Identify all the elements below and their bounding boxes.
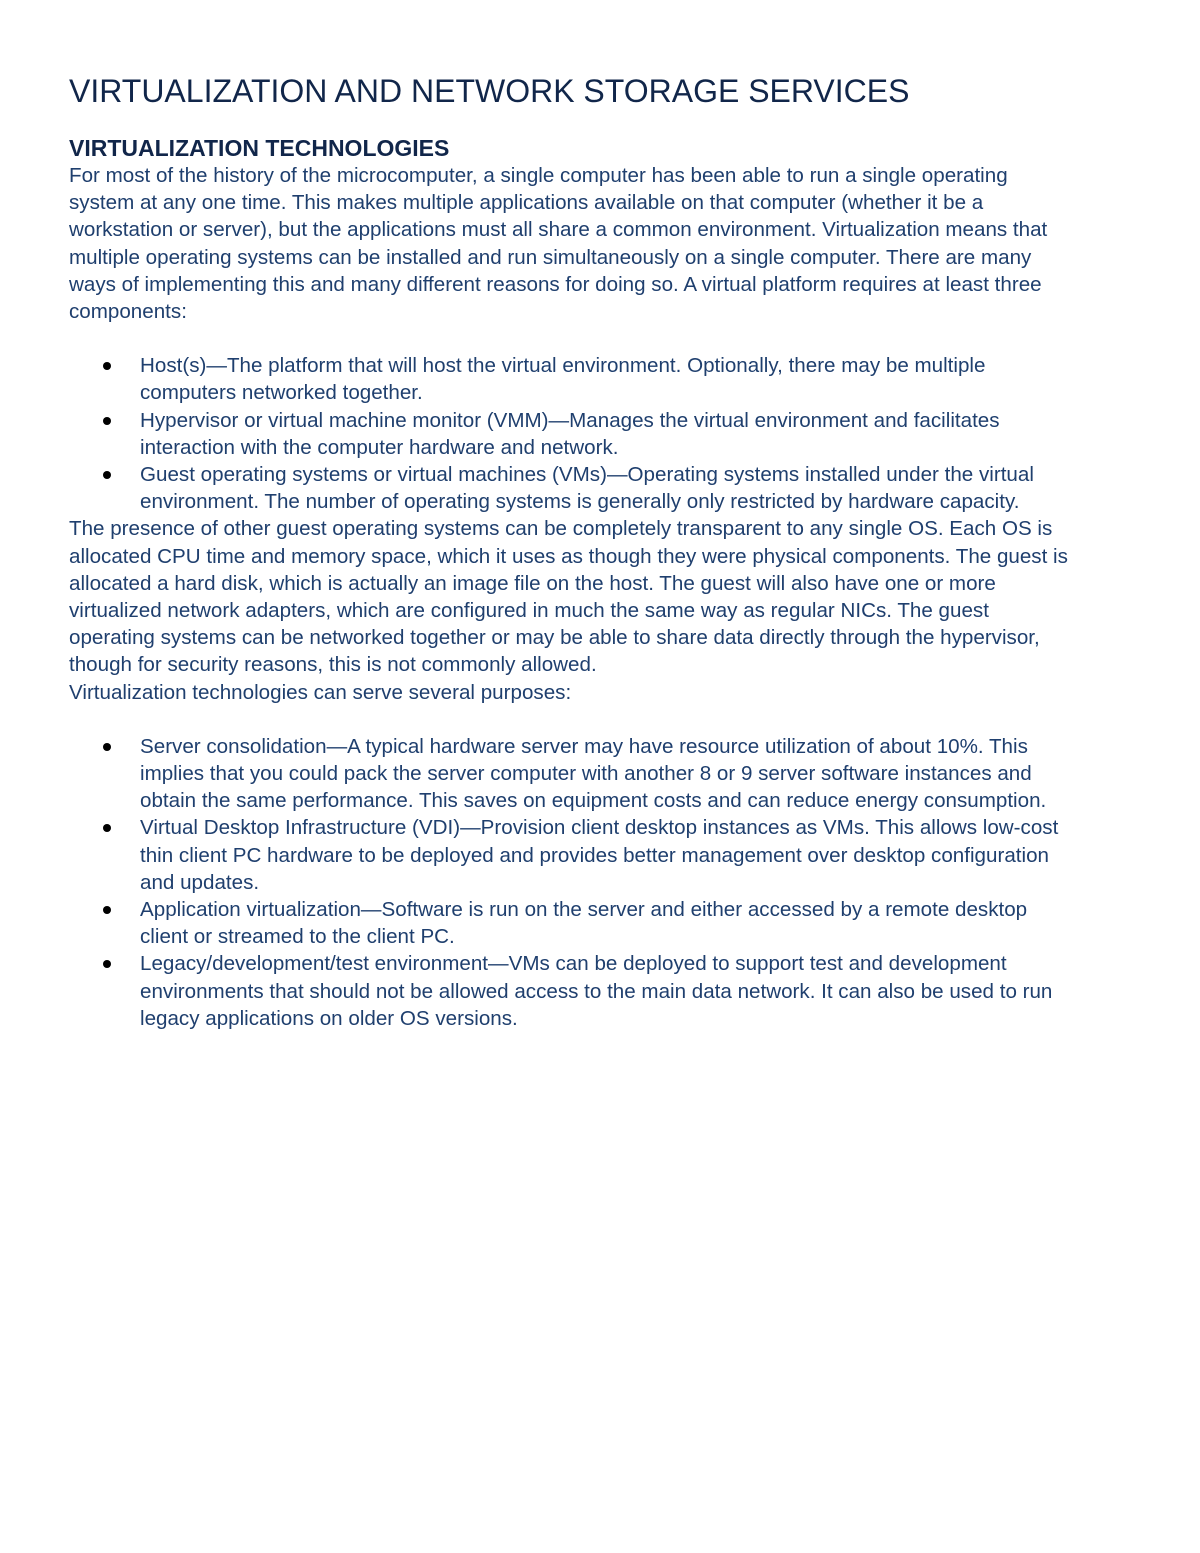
bullet-icon [103, 362, 111, 370]
list-item-text: Hypervisor or virtual machine monitor (VMM)—Manages the virtual environment and facilitates interaction with the computer hardware and network. [140, 408, 1000, 459]
bullet-icon [103, 824, 111, 832]
purposes-list [69, 733, 1069, 1032]
list-item [69, 733, 1069, 815]
bullet-icon [103, 471, 111, 479]
section-heading: VIRTUALIZATION TECHNOLOGIES [69, 135, 450, 161]
list-item-text: Application virtualization—Software is run on the server and either accessed by a remote desktop client or streamed to the client PC. [140, 898, 1028, 949]
list-item [69, 407, 1069, 461]
transparency-paragraph: The presence of other guest operating systems can be completely transparent to any single OS. Each OS is allocated CPU time and memory space, which it uses as though they were physical components. The guest is allocated a hard disk, which is actually an image file on the host. The guest will also have one or more virtualized network adapters, which are configured in much the same way as regular NICs. The guest operating systems can be networked together or may be able to share data directly through the hypervisor, though for security reasons, this is not commonly allowed. [69, 517, 1068, 677]
bullet-icon [103, 960, 111, 968]
purposes-intro-paragraph: Virtualization technologies can serve several purposes: [69, 680, 572, 704]
list-item-text: Server consolidation—A typical hardware server may have resource utilization of about 10%. This implies that you could pack the server computer with another 8 or 9 server software instances and obtain the same performance. This saves on equipment costs and can reduce energy consumption. [140, 734, 1047, 813]
list-item-text: Host(s)—The platform that will host the virtual environment. Optionally, there may be multiple computers networked together. [140, 354, 986, 405]
document-title: VIRTUALIZATION AND NETWORK STORAGE SERVICES [69, 73, 910, 109]
bullet-icon [103, 906, 111, 914]
list-item-text: Legacy/development/test environment—VMs can be deployed to support test and development environments that should not be allowed access to the main data network. It can also be used to run legacy applications on older OS versions. [140, 952, 1053, 1030]
components-list [69, 352, 1069, 515]
list-item [69, 461, 1069, 515]
bullet-icon [103, 743, 111, 751]
list-item [69, 814, 1069, 896]
bullet-icon [103, 417, 111, 425]
intro-paragraph: For most of the history of the microcomputer, a single computer has been able to run a single operating system at any one time. This makes multiple applications available on that computer (whether it be a workstation or server), but the applications must all share a common environment. Virtualization means that multiple operating systems can be installed and run simultaneously on a single computer. There are many ways of implementing this and many different reasons for doing so. A virtual platform requires at least three components: [69, 164, 1048, 324]
list-item [69, 896, 1069, 950]
list-item [69, 950, 1069, 1032]
list-item-text: Virtual Desktop Infrastructure (VDI)—Provision client desktop instances as VMs. This allows low-cost thin client PC hardware to be deployed and provides better management over desktop configuration and updates. [140, 816, 1059, 894]
document-page [69, 70, 1069, 1032]
list-item-text: Guest operating systems or virtual machines (VMs)—Operating systems installed under the virtual environment. The number of operating systems is generally only restricted by hardware capacity. [140, 463, 1034, 514]
list-item [69, 352, 1069, 406]
